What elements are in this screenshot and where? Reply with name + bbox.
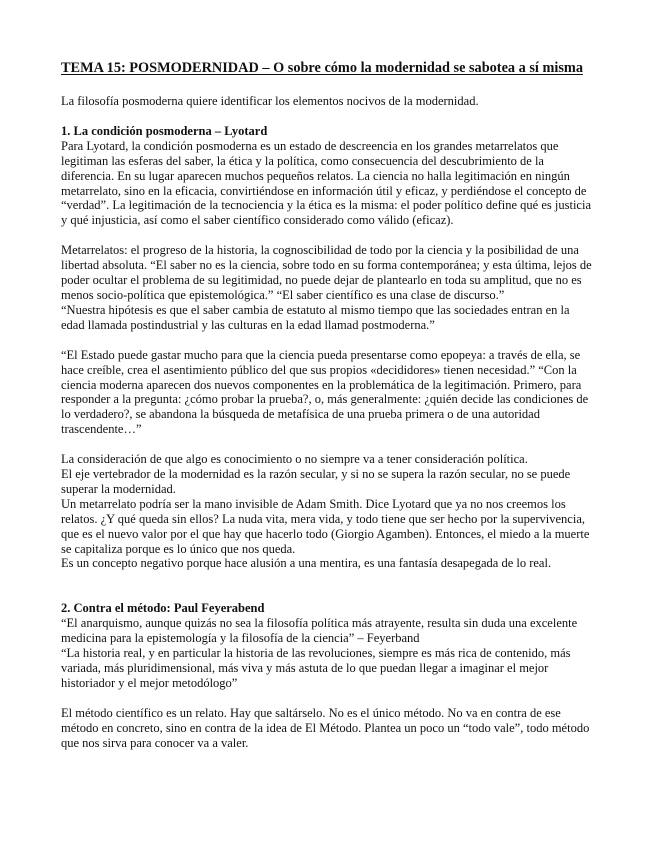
section-feyerabend — [61, 601, 595, 750]
paragraph-block — [61, 452, 595, 571]
paragraph: La consideración de que algo es conocimiento o no siempre va a tener consideración política. — [61, 452, 528, 467]
section-heading: 1. La condición posmoderna – Lyotard — [61, 123, 268, 138]
paragraph: Para Lyotard, la condición posmoderna es un estado de descreencia en los grandes metarrelatos que legitiman las esferas del saber, la ética y la política, como consecuencia del descubrimiento de la diferencia. En su lugar aparecen muchos pequeños relatos. La ciencia no halla legitimación en ningún metarrelato, sino en la eficacia, convirtiéndose en información útil y eficaz, y perdiéndose el concepto de “verdad”. La legitimación de la tecnociencia y la ética es la misma: el poder político define qué es justicia y qué injusticia, así como el saber científico considerado como válido (eficaz). — [61, 138, 591, 228]
paragraph: El método científico es un relato. Hay que saltárselo. No es el único método. No va en contra de ese método en concreto, sino en contra de la idea de El Método. Plantea un poco un “todo vale”, todo método que nos sirva para conocer va a valer. — [61, 705, 590, 750]
document-title: TEMA 15: POSMODERNIDAD – O sobre cómo la modernidad se sabotea a sí misma — [61, 60, 583, 76]
document-page — [61, 60, 595, 766]
section-spacer — [61, 586, 595, 601]
paragraph: Metarrelatos: el progreso de la historia, la cognoscibilidad de todo por la ciencia y la posibilidad de una libertad absoluta. “El saber no es la ciencia, sobre todo en su forma contemporánea; y esta última, lejos de poder ocultar el problema de su legitimidad, no puede dejar de plantearlo en toda su amplitud, que no es menos socio-política que epistemológica.” “El saber científico es una clase de discurso.” — [61, 243, 592, 302]
section-lyotard — [61, 124, 595, 571]
paragraph-block — [61, 243, 595, 332]
paragraph-block — [61, 348, 595, 437]
paragraph: “El Estado puede gastar mucho para que la ciencia pueda presentarse como epopeya: a través de ella, se hace creíble, crea el asentimiento público del que sus propios «decididores» tienen necesidad.” “Con la ciencia moderna aparecen dos nuevos componentes en la problemática de la legitimación. Primero, para responder a la pregunta: ¿cómo probar la prueba?, o, más generalmente: ¿quién decide las condiciones de lo verdadero?, se abandona la búsqueda de metafísica de una prueba primera o de una autoridad trascendente…” — [61, 347, 589, 437]
paragraph: “El anarquismo, aunque quizás no sea la filosofía política más atrayente, resulta sin duda una excelente medicina para la epistemología y la filosofía de la ciencia” – Feyerband — [61, 616, 578, 646]
paragraph-block — [61, 616, 595, 691]
paragraph: Es un concepto negativo porque hace alusión a una mentira, es una fantasía desapegada de lo real. — [61, 556, 552, 571]
paragraph-block — [61, 139, 595, 228]
paragraph: “La historia real, y en particular la historia de las revoluciones, siempre es más rica de contenido, más variada, más pluridimensional, más viva y más astuta de lo que puedan llegar a imaginar el mejor historiador y el mejor metodólogo” — [61, 646, 571, 690]
intro-paragraph: La filosofía posmoderna quiere identificar los elementos nocivos de la modernidad. — [61, 94, 479, 108]
paragraph: El eje vertebrador de la modernidad es la razón secular, y si no se supera la razón secular, no se puede superar la modernidad. — [61, 467, 571, 496]
section-heading: 2. Contra el método: Paul Feyerabend — [61, 601, 265, 616]
paragraph: Un metarrelato podría ser la mano invisible de Adam Smith. Dice Lyotard que ya no nos creemos los relatos. ¿Y qué queda sin ellos? La nuda vita, mera vida, y todo tiene que ser hecho por la supervivencia, que es el nuevo valor por el que hay que hacerlo todo (Giorgio Agamben). Entonces, el miedo a la muerte se capitaliza porque es lo único que nos queda. — [61, 496, 590, 556]
paragraph: “Nuestra hipótesis es que el saber cambia de estatuto al mismo tiempo que las sociedades entran en la edad llamada postindustrial y las culturas en la edad llamad postmoderna.” — [61, 302, 570, 332]
paragraph-block — [61, 706, 595, 751]
